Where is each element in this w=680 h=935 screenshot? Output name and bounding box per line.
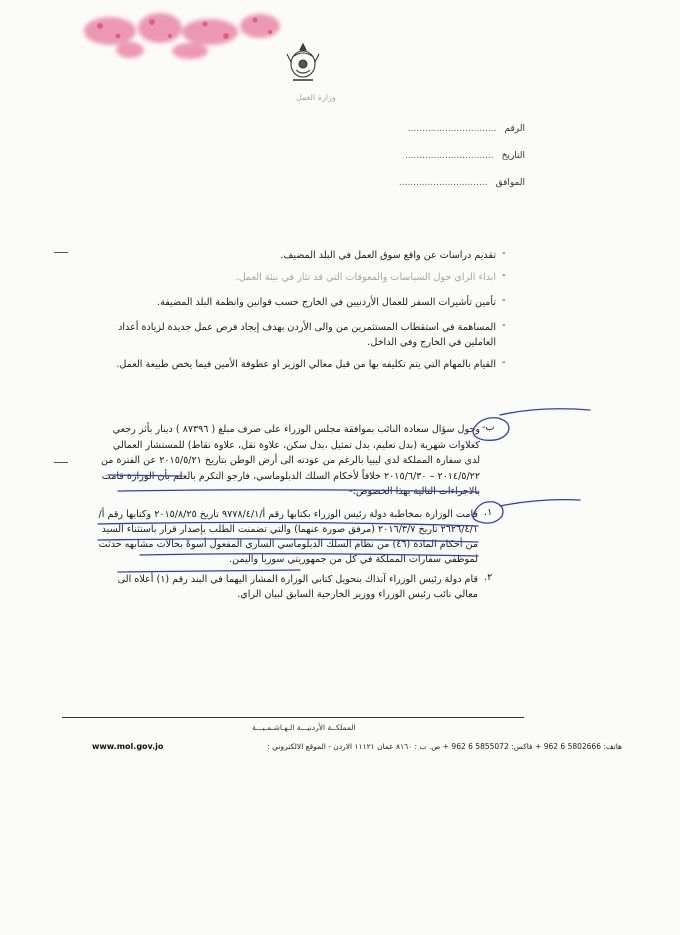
- bullet-item: المساهمة في استقطاب المستثمرين من والى الأردن بهدف إيجاد فرص عمل جديدة لزيادة أعداد العاملين في الخارج وفي الداخل.: [118, 322, 496, 348]
- swoosh-mark: [500, 500, 580, 506]
- footer-divider: [62, 717, 524, 718]
- margin-mark: [54, 252, 68, 253]
- swoosh-mark: [500, 409, 590, 415]
- footer-contact: [92, 742, 622, 751]
- corresponding-date-field: [399, 178, 525, 188]
- numbered-item: قامت الوزارة بمخاطبة دولة رئيس الوزراء بكتابها رقم أ/٩٧٧٨/٤/١ تاريخ ٢٠١٥/٨/٢٥ وكتابها رقم أ/٢٦٢٦/٤/١ تاريخ ٢٠١٦/٣/٧ (مرفق صورة عنهما) والتي تضمنت الطلب بإصدار قرار باستثناء السيد من أحكام المادة (٤٦) من نظام السلك الدبلوماسي الساري المفعول أسوةً بحالات مشابهه حدثت لموظفي سفارات المملكة في كل من جمهوريتي سوريا واليمن.: [98, 509, 478, 565]
- ministry-name: وزارة العمل: [296, 93, 336, 102]
- field-value: ...............................: [407, 124, 497, 134]
- section-b-paragraph: وحول سؤال سعادة النائب بموافقة مجلس الوزراء على صرف مبلغ ( ٨٧٣٩٦ ) دينار بأثر رجعي كعلاوات شهرية (بدل تعليم، بدل تمثيل ،بدل سكن، علاوة نقل، علاوة نقاط) للمستشار العمالي لدى سفارة المملكة لدى ليبيا بالرغم من عودته الى أرض الوطن بتاريخ ٢٠١٥/٥/٢١ عن الفترة من ٢٠١٤/٥/٢٢ – ٢٠١٥/٦/٣٠ خلافاً لأحكام السلك الدبلوماسي، فارجو التكرم بالعلم بأن الوزارة قامت بالاجراءات التالية بهذا الخصوص:-: [100, 424, 480, 497]
- numbered-item: قام دولة رئيس الوزراء آنذاك بتحويل كتابي الوزارة المشار اليهما في البند رقم (١) أعلاه الى معالي نائب رئيس الوزراء ووزير الخارجية السابق لبيان الراي.: [117, 574, 478, 600]
- section-marker: ب-: [482, 422, 495, 433]
- bullet-dash: -: [502, 295, 506, 306]
- footer-website: www.mol.gov.jo: [92, 742, 164, 751]
- item-number: ٢.: [484, 572, 493, 583]
- bullet-item: تأمين تأشيرات السفر للعمال الأردنيين في الخارج حسب قوانين وانظمة البلد المضيفة.: [157, 297, 496, 308]
- field-label: التاريخ: [501, 151, 525, 161]
- bullet-dash: -: [502, 270, 506, 281]
- bullet-dash: -: [502, 248, 506, 259]
- reference-number-field: [408, 124, 525, 134]
- field-value: ...............................: [398, 178, 488, 188]
- bullet-item: تقديم دراسات عن واقع سوق العمل في البلد المضيف.: [280, 250, 496, 261]
- field-value: ...............................: [404, 151, 494, 161]
- footer-title: المملكــة الأردنيـــة الـهـاشـمـيـــة: [252, 723, 356, 732]
- margin-mark: [54, 462, 68, 463]
- bullet-dash: -: [502, 320, 506, 331]
- footer-contact-text: هاتف: 5802666 6 962 + فاكس: 5855072 6 962 + ص. ب : ٨١٦٠ عمان ١١١٢١ الاردن - الموقع الالكتروني :: [267, 742, 622, 751]
- field-label: الموافق: [495, 178, 525, 188]
- bullet-dash: -: [502, 357, 506, 368]
- bullet-item: القيام بالمهام التي يتم تكليفه بها من قبل معالي الوزير او عطوفة الأمين فيما يخص طبيعة العمل.: [116, 359, 496, 370]
- date-field: [405, 151, 525, 161]
- field-label: الرقم: [504, 124, 525, 134]
- jordan-emblem-icon: [284, 40, 322, 86]
- item-number: ١.: [484, 507, 493, 518]
- stamp-mark: [70, 6, 290, 66]
- bullet-item: ابداء الراي حول السياسات والمعوقات التي قد تثار في بيئة العمل.: [235, 272, 496, 283]
